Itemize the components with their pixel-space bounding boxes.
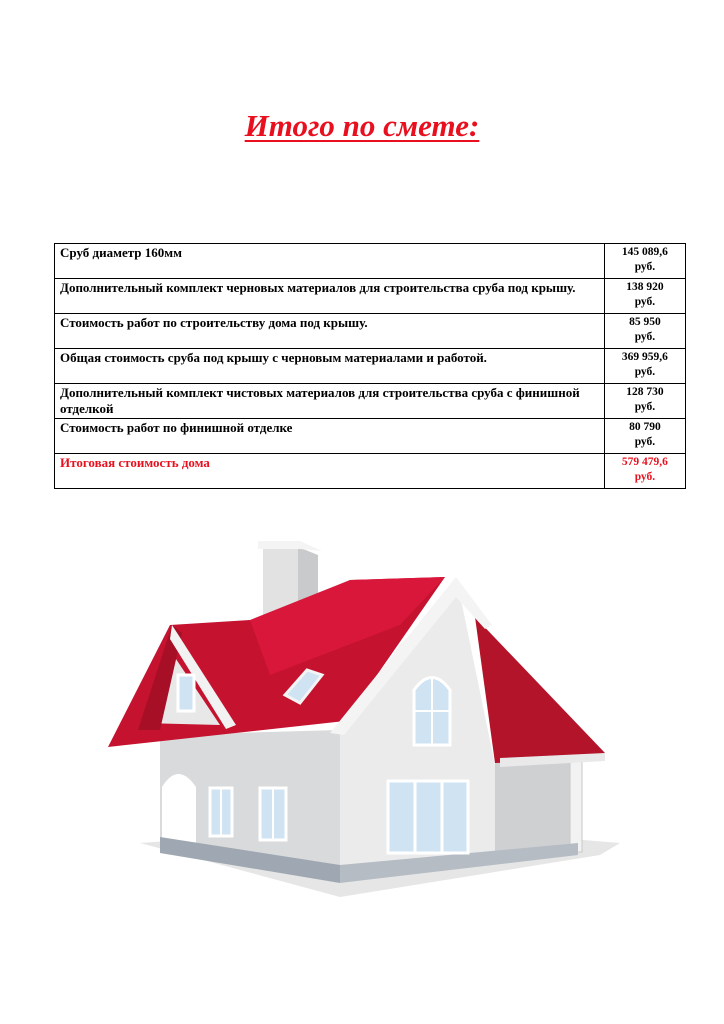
right-wing-roof (475, 617, 605, 763)
price-unit: руб. (634, 401, 656, 413)
price-amount: 145 089,6 (621, 246, 668, 258)
price-unit: руб. (634, 366, 656, 378)
price-unit: руб. (634, 331, 656, 343)
price-amount: 80 790 (629, 421, 661, 433)
price-unit: руб. (634, 436, 656, 448)
row-description: Общая стоимость сруба под крышу с черновым материалами и работой. (55, 349, 605, 384)
row-description: Стоимость работ по финишной отделке (55, 419, 605, 454)
price-unit: руб. (634, 471, 656, 483)
row-description: Стоимость работ по строительству дома под крышу. (55, 314, 605, 349)
price-amount: 579 479,6 (621, 456, 668, 468)
price-unit: руб. (634, 261, 656, 273)
price-unit: руб. (634, 296, 656, 308)
row-price (604, 244, 685, 279)
row-price (604, 419, 685, 454)
front-window-large (388, 781, 468, 853)
total-row (55, 454, 686, 489)
price-amount: 128 730 (626, 386, 664, 398)
row-price (604, 314, 685, 349)
row-price (604, 349, 685, 384)
table-row (55, 384, 686, 419)
estimate-table (54, 243, 686, 489)
house-illustration (100, 525, 620, 905)
dormer-window (178, 675, 194, 711)
table-row (55, 349, 686, 384)
row-description: Сруб диаметр 160мм (55, 244, 605, 279)
table-row (55, 279, 686, 314)
downpipe (570, 757, 582, 852)
row-description: Дополнительный комплект чистовых материалов для строительства сруба с финишной отделкой (55, 384, 605, 419)
table-row (55, 419, 686, 454)
table-row (55, 244, 686, 279)
price-amount: 138 920 (626, 281, 664, 293)
row-price (604, 279, 685, 314)
page-title: Итого по смете: (244, 108, 480, 143)
total-price (604, 454, 685, 489)
table-row (55, 314, 686, 349)
right-wing-wall (495, 761, 578, 858)
total-description: Итоговая стоимость дома (55, 454, 605, 489)
price-amount: 85 950 (629, 316, 661, 328)
row-description: Дополнительный комплект черновых материалов для строительства сруба под крышу. (55, 279, 605, 314)
row-price (604, 384, 685, 419)
price-amount: 369 959,6 (621, 351, 668, 363)
